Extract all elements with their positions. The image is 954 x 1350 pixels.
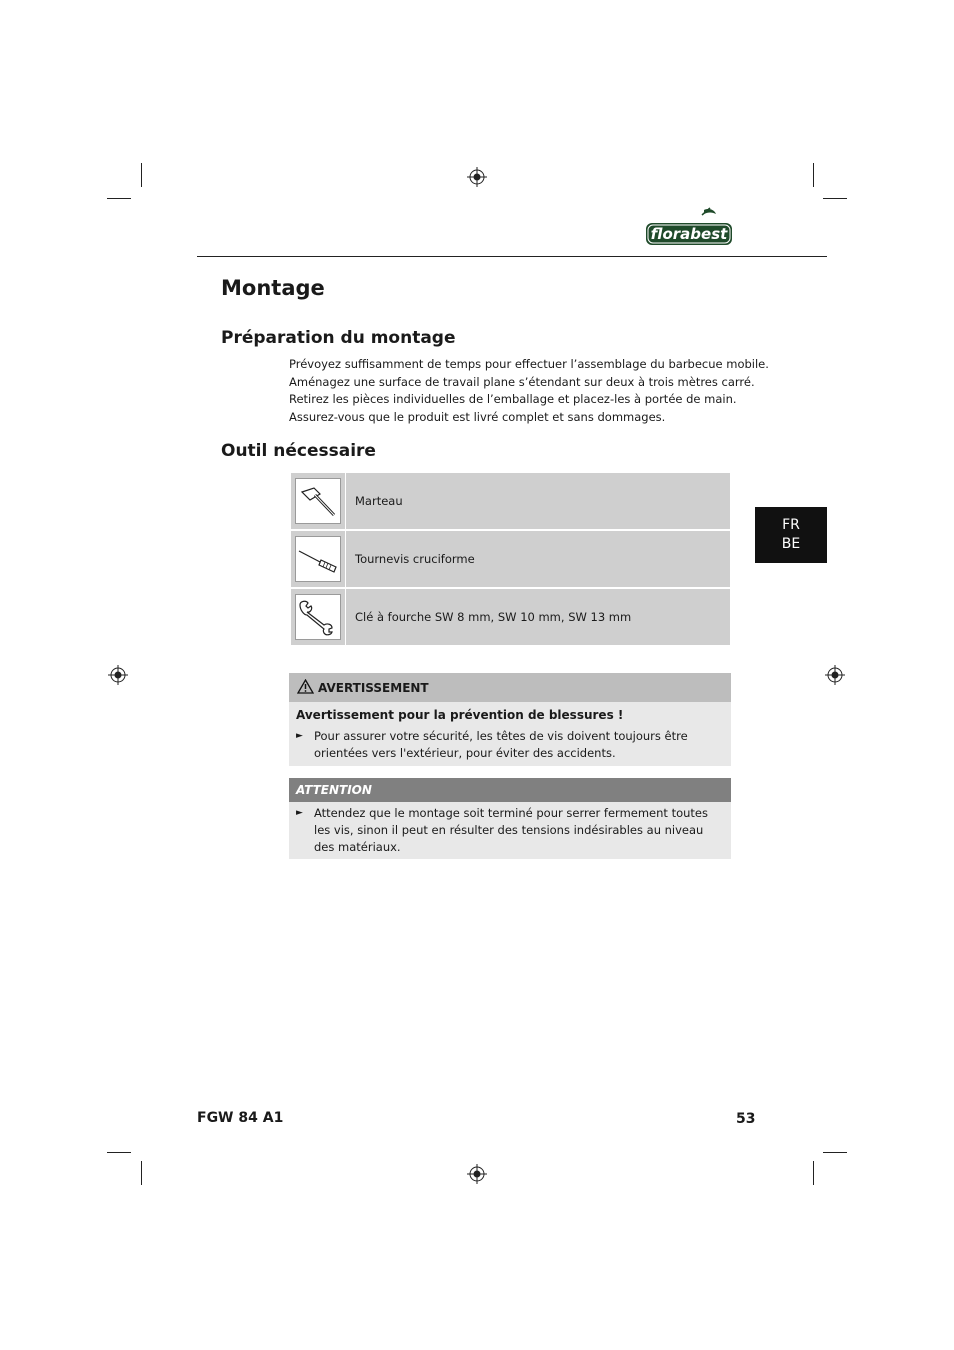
logo-text: florabest [650,225,728,243]
attention-body [289,802,731,859]
warning-bullet-text: Pour assurer votre sécurité, les têtes de vis doivent toujours être orientées vers l'extérieur, pour éviter des accidents. [314,729,688,760]
page-title: Montage [221,276,325,300]
warning-bullet [296,728,723,762]
preparation-line: Prévoyez suffisamment de temps pour effectuer l’assemblage du barbecue mobile. [289,357,769,371]
warning-header [289,673,731,702]
crop-mark [813,163,814,187]
warning-label: AVERTISSEMENT [318,681,429,695]
hammer-icon [295,478,341,524]
page-number: 53 [736,1111,756,1127]
preparation-line: Retirez les pièces individuelles de l’emballage et placez-les à portée de main. [289,392,737,406]
tools-table [291,473,730,645]
wrench-icon [295,594,341,640]
section-heading-preparation: Préparation du montage [221,328,456,348]
warning-subtitle: Avertissement pour la prévention de blessures ! [296,708,624,722]
footer-model: FGW 84 A1 [197,1110,284,1126]
warning-triangle-icon [297,679,314,694]
crop-mark [813,1161,814,1185]
crop-mark [141,1161,142,1185]
florabest-logo [644,206,734,248]
tool-row [291,589,730,645]
tool-row [291,473,730,531]
preparation-line: Assurez-vous que le produit est livré complet et sans dommages. [289,409,666,424]
attention-header: ATTENTION [289,778,731,802]
crop-mark [107,1152,131,1153]
crop-mark [107,198,131,199]
registration-mark-icon [467,167,487,187]
language-code: FR [782,517,800,533]
registration-mark-icon [108,665,128,685]
bullet-arrow-icon: ► [296,731,303,741]
language-tab [755,507,827,563]
section-heading-tools: Outil nécessaire [221,441,376,461]
tool-label: Marteau [355,494,403,508]
language-code: BE [781,536,801,552]
attention-box [289,778,731,859]
preparation-line: Aménagez une surface de travail plane s’étendant sur deux à trois mètres carré. [289,374,755,389]
attention-bullet-text: Attendez que le montage soit terminé pour serrer fermement toutes les vis, sinon il peut en résulter des tensions indésirables au niveau des matériaux. [314,806,708,854]
warning-box [289,673,731,766]
header-rule [197,256,827,257]
warning-body [289,702,731,766]
crop-mark [141,163,142,187]
registration-mark-icon [467,1164,487,1184]
registration-mark-icon [825,665,845,685]
crop-mark [823,1152,847,1153]
tool-label: Tournevis cruciforme [355,552,475,566]
attention-bullet [296,805,723,856]
preparation-paragraph [289,356,769,426]
bullet-arrow-icon: ► [296,808,303,818]
tool-label: Clé à fourche SW 8 mm, SW 10 mm, SW 13 mm [355,610,632,624]
screwdriver-icon [295,536,341,582]
crop-mark [823,198,847,199]
tool-row [291,531,730,589]
